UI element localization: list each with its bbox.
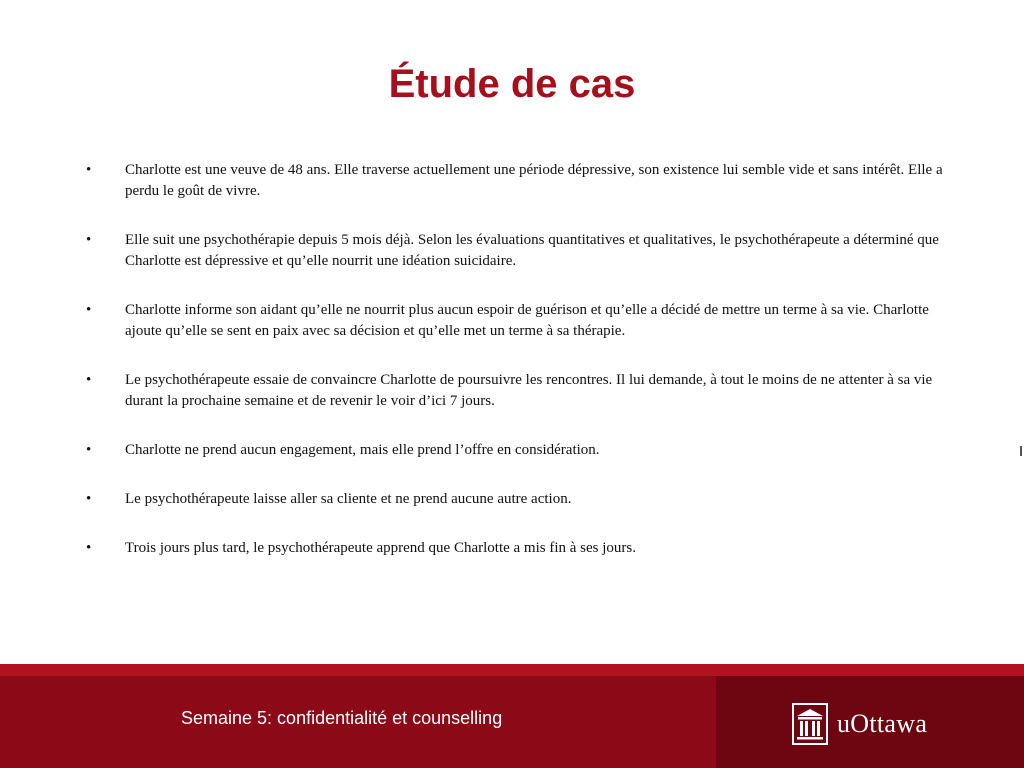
bullet-text: Trois jours plus tard, le psychothérapeute apprend que Charlotte a mis fin à ses jours. [125, 540, 637, 556]
bullet-marker: • [86, 540, 92, 556]
bullet-text: Charlotte ne prend aucun engagement, mais elle prend l’offre en considération. [125, 442, 600, 458]
uottawa-logo [792, 702, 927, 746]
bullet-text: Le psychothérapeute essaie de convaincre Charlotte de poursuivre les rencontres. Il lui demande, à tout le moins de ne attenter à sa vie durant la prochaine semaine et de revenir le voir d’ici 7 jours. [125, 372, 933, 409]
bullet-list [86, 160, 946, 587]
bullet-text: Elle suit une psychothérapie depuis 5 mois déjà. Selon les évaluations quantitatives et qualitatives, le psychothérapeute a déterminé que Charlotte est dépressive et qu’elle nourrit une idéation suicidaire. [125, 232, 939, 269]
bullet-marker: • [86, 162, 92, 178]
list-item [86, 300, 946, 342]
list-item [86, 230, 946, 272]
list-item [86, 440, 946, 461]
footer-highlight-strip [0, 664, 1024, 676]
bullet-marker: • [86, 491, 92, 507]
list-item [86, 489, 946, 510]
bullet-marker: • [86, 372, 92, 388]
logo-text: uOttawa [837, 709, 928, 738]
university-building-icon [792, 703, 828, 745]
footer-course-label: Semaine 5: confidentialité et counselling [181, 708, 503, 728]
list-item [86, 370, 946, 412]
bullet-text: Charlotte informe son aidant qu’elle ne nourrit plus aucun espoir de guérison et qu’elle a décidé de mettre un terme à sa vie. Charlotte ajoute qu’elle se sent en paix avec sa décision et qu’elle met un terme à sa thérapie. [125, 302, 929, 339]
bullet-text: Le psychothérapeute laisse aller sa cliente et ne prend aucune autre action. [125, 491, 572, 507]
list-item [86, 160, 946, 202]
list-item [86, 538, 946, 559]
bullet-marker: • [86, 302, 92, 318]
bullet-marker: • [86, 232, 92, 248]
bullet-text: Charlotte est une veuve de 48 ans. Elle traverse actuellement une période dépressive, son existence lui semble vide et sans intérêt. Elle a perdu le goût de vivre. [125, 162, 943, 199]
slide-title: Étude de cas [388, 62, 636, 106]
bullet-marker: • [86, 442, 92, 458]
edge-mark [1020, 446, 1022, 456]
